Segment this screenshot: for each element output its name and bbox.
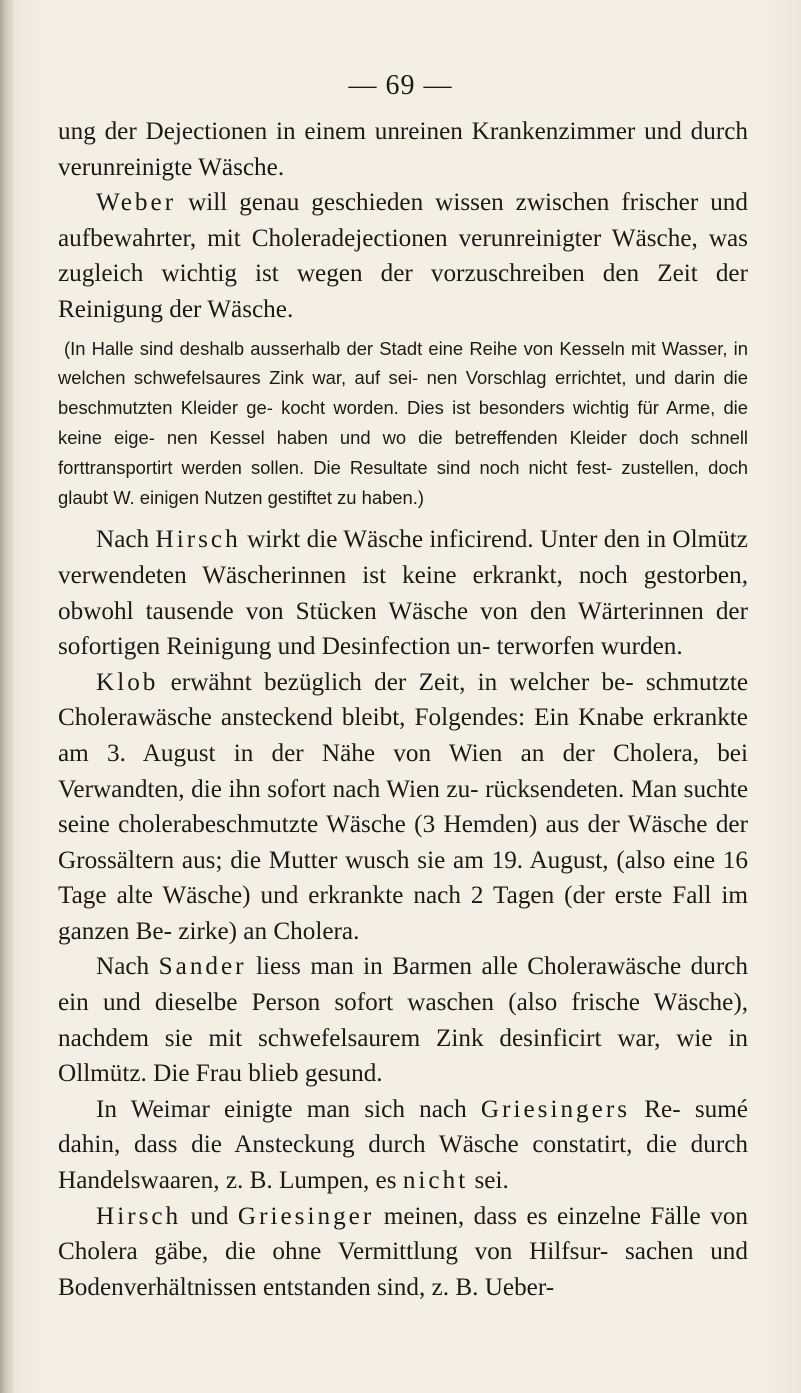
author-name: Hirsch (96, 1202, 182, 1230)
emphasis-text: nicht (402, 1167, 469, 1195)
paragraph-text: erwähnt bezüglich der Zeit, in welcher be- schmutzte Cholerawäsche ansteckend bleibt, Folgendes: Ein Knabe erkrankte am 3. August in der Nähe von Wien an der Cholera, bei Verwandten, die ihn sofort nach Wien zu- rücksendeten. Man suchte seine cholerabeschmutzte Wäsche (3 Hemden) aus der Wäsche der Grossältern aus; die Mutter wusch sie am 19. August, (also eine 16 Tage alte Wäsche) und erkrankte nach 2 Tagen (der erste Fall im ganzen Be- zirke) an Cholera. (58, 668, 748, 945)
author-name: Klob (96, 668, 159, 696)
author-name: Griesingers (480, 1095, 631, 1123)
author-name: Sander (158, 953, 247, 981)
paragraph-text: liess man in Barmen alle Cholerawäsche durch ein und dieselbe Person sofort waschen (also frische Wäsche), nachdem sie mit schwefelsaurem Zink desinficirt war, wie in Ollmütz. Die Frau blieb gesund. (58, 953, 748, 1088)
paragraph-klob (58, 665, 748, 950)
paragraph-text: wirkt die Wäsche inficirend. Unter den in Olmütz verwendeten Wäscherinnen ist keine erkrankt, noch gestorben, obwohl tausende von Stücken Wäsche von den Wärterinnen der sofortigen Reinigung und Desinfection un- terworfen wurden. (58, 526, 748, 661)
paragraph-text: und (181, 1202, 238, 1230)
paragraph-text: sei. (468, 1167, 509, 1195)
book-spine-shadow (0, 0, 14, 1393)
page-body (58, 114, 748, 1305)
author-name: Griesinger (237, 1202, 375, 1230)
paragraph-text: will genau geschieden wissen zwischen frischer und aufbewahrter, mit Choleradejectionen verunreinigter Wäsche, was zugleich wichtig ist wegen der vorzuschreiben den Zeit der Reinigung der Wäsche. (58, 189, 748, 323)
page-number: — 69 — (348, 70, 453, 101)
paragraph-text: meinen, dass es einzelne Fälle von Cholera gäbe, die ohne Vermittlung von Hilfsur- sachen und Bodenverhältnissen entstanden sind, z. B. Ueber- (58, 1202, 749, 1301)
paragraph-weber (58, 185, 748, 327)
paragraph-text: In Weimar einigte man sich nach (96, 1095, 481, 1123)
paragraph-dejectionen: ung der Dejectionen in einem unreinen Krankenzimmer und durch verunreinigte Wäsche. (58, 118, 748, 181)
paragraph-text: Re- sumé dahin, dass die Ansteckung durch Wäsche constatirt, die durch Handelswaaren, z. B. Lumpen, es (58, 1095, 748, 1195)
paragraph-sander (58, 949, 748, 1091)
paragraph-hirsch (58, 522, 748, 664)
author-name: Hirsch (155, 526, 241, 554)
paragraph-text: Nach (96, 526, 156, 554)
paragraph-text: Nach (96, 953, 159, 981)
paragraph-hirsch-griesinger (58, 1199, 748, 1306)
footnote-halle: (In Halle sind deshalb ausserhalb der Stadt eine Reihe von Kesseln mit Wasser, in welchen schwefelsaures Zink war, auf sei- nen Vorschlag errichtet, und darin die beschmutzten Kleider ge- kocht worden. Dies ist besonders wichtig für Arme, die keine eige- nen Kessel haben und wo die betreffenden Kleider doch schnell forttransportirt werden sollen. Die Resultate sind noch nicht fest- zustellen, doch glaubt W. einigen Nutzen gestiftet zu haben.) (58, 337, 748, 508)
paragraph-weimar (58, 1092, 748, 1199)
author-name: Weber (96, 189, 177, 217)
